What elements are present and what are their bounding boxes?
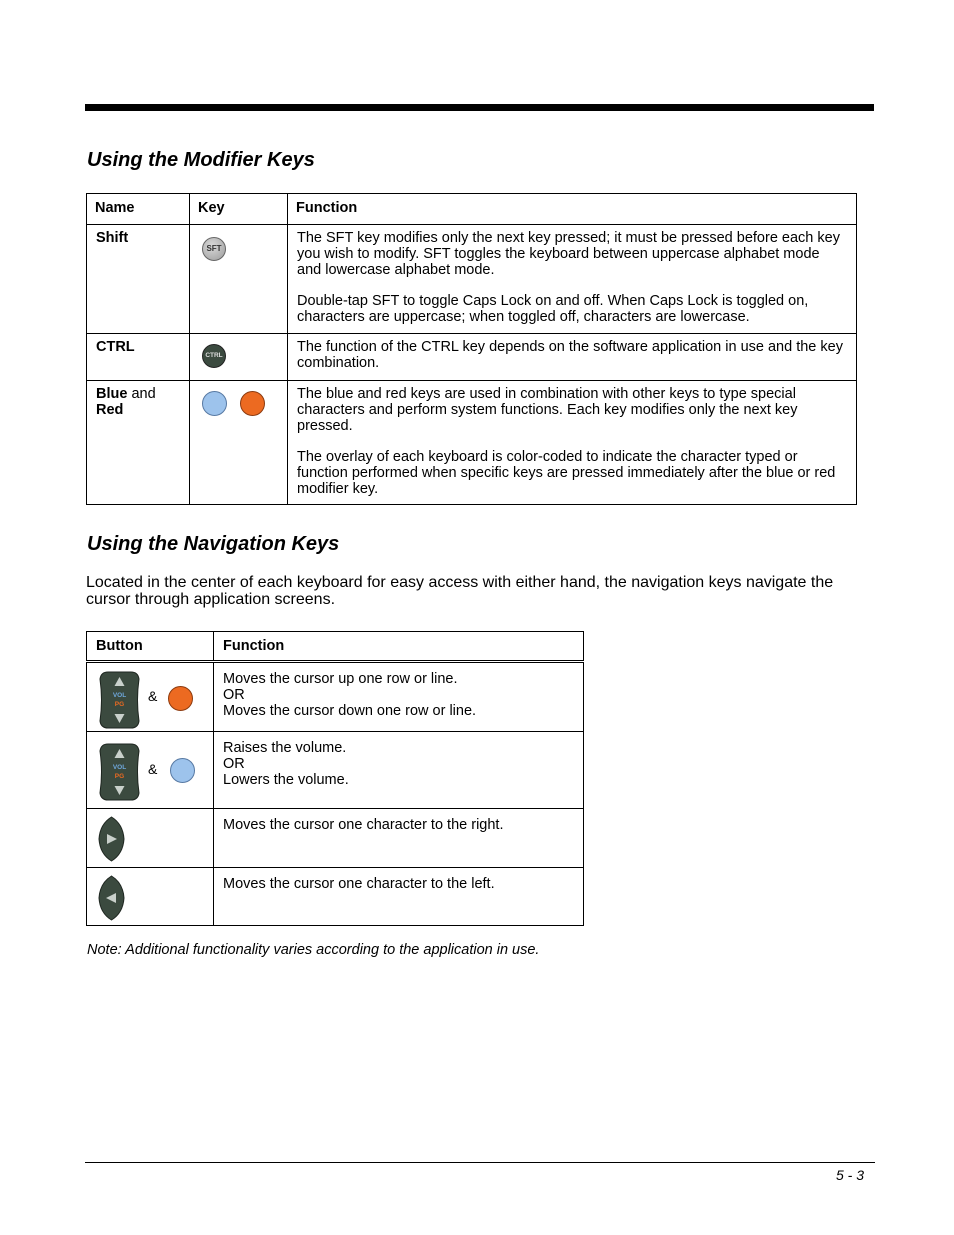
button-cell	[87, 809, 214, 868]
row-function: The SFT key modifies only the next key pressed; it must be pressed before each key you wish to modify. SFT toggles the keyboard between uppercase alphabet mode and lowercase alphabet mode. Double-tap SFT to toggle Caps Lock on and off. When Caps Lock is toggled on, characters are uppercase; when toggled off, characters are lowercase.	[288, 225, 857, 334]
row-function: Moves the cursor one character to the left.	[214, 868, 584, 926]
navigation-intro: Located in the center of each keyboard for easy access with either hand, the navigation keys navigate the cursor through application screens.	[86, 574, 834, 608]
function-header: Function	[214, 632, 584, 662]
name-header: Name	[87, 194, 190, 225]
modifier-keys-table	[86, 193, 857, 505]
row-function: The blue and red keys are used in combination with other keys to type special characters and perform system functions. Each key modifies only the next key pressed. The overlay of each keyboard is color-coded to indicate the character typed or function performed when specific keys are pressed immediately after the blue or red modifier key.	[288, 381, 857, 505]
function-header: Function	[288, 194, 857, 225]
row-function: Raises the volume. OR Lowers the volume.	[214, 732, 584, 809]
table-row	[87, 809, 584, 868]
navigation-keys-table	[86, 631, 584, 926]
left-arrow-key-icon	[98, 875, 125, 921]
right-arrow-key-icon	[98, 816, 125, 862]
red-key-icon	[240, 391, 265, 416]
key-cell	[190, 381, 288, 505]
ampersand: &	[148, 761, 158, 777]
note-text: Note: Additional functionality varies according to the application in use.	[87, 942, 540, 958]
ampersand: &	[148, 688, 158, 704]
row-name: Shift	[87, 225, 190, 334]
bottom-rule	[85, 1162, 875, 1163]
table-row	[87, 334, 857, 381]
ctrl-key-icon: CTRL	[202, 344, 226, 368]
row-function: The function of the CTRL key depends on the software application in use and the key combination.	[288, 334, 857, 381]
row-function: Moves the cursor one character to the right.	[214, 809, 584, 868]
button-header: Button	[87, 632, 214, 662]
vol-pg-rocker-icon	[98, 671, 141, 729]
table-row	[87, 868, 584, 926]
page-number: 5 - 3	[836, 1167, 865, 1183]
key-cell	[190, 225, 288, 334]
sft-key-icon: SFT	[202, 237, 226, 261]
button-cell	[87, 732, 214, 809]
table-row	[87, 732, 584, 809]
row-name: Blue and Red	[87, 381, 190, 505]
svg-text:PG: PG	[114, 701, 125, 708]
table-header-row	[87, 194, 857, 225]
table-row	[87, 381, 857, 505]
top-rule	[85, 104, 874, 111]
key-cell	[190, 334, 288, 381]
svg-text:VOL: VOL	[112, 764, 127, 771]
blue-key-icon	[202, 391, 227, 416]
button-cell	[87, 662, 214, 732]
blue-key-icon	[170, 758, 195, 783]
table-header-row	[87, 632, 584, 662]
key-header: Key	[190, 194, 288, 225]
navigation-keys-heading: Using the Navigation Keys	[87, 533, 340, 555]
svg-text:VOL: VOL	[112, 692, 127, 699]
row-function: Moves the cursor up one row or line. OR Moves the cursor down one row or line.	[214, 662, 584, 732]
modifier-keys-heading: Using the Modifier Keys	[87, 149, 315, 171]
svg-text:PG: PG	[114, 773, 125, 780]
table-row	[87, 662, 584, 732]
row-name: CTRL	[87, 334, 190, 381]
red-key-icon	[168, 686, 193, 711]
button-cell	[87, 868, 214, 926]
table-row	[87, 225, 857, 334]
vol-pg-rocker-icon	[98, 743, 141, 801]
